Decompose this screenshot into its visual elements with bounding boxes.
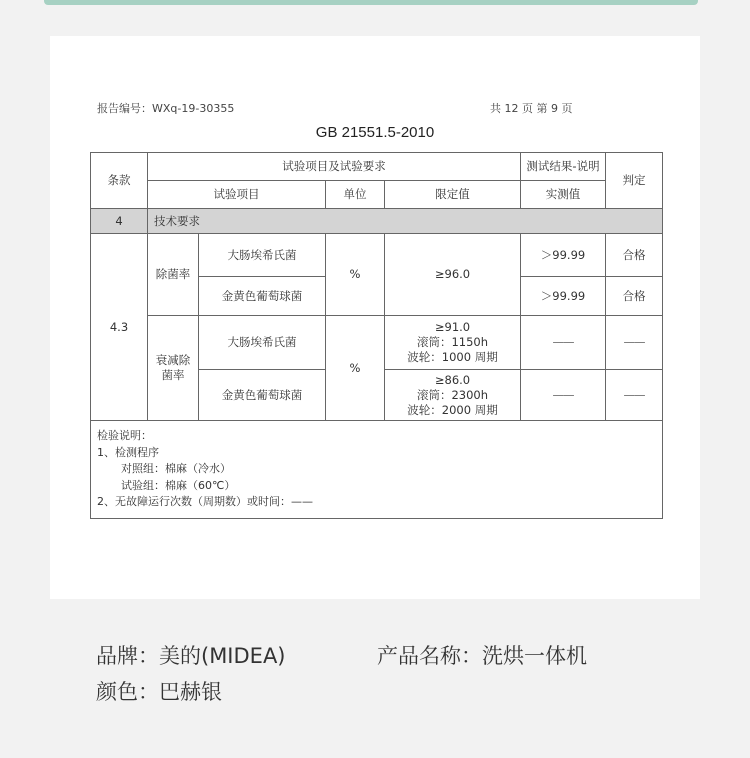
- limit-line: 波轮：2000 周期: [407, 402, 498, 417]
- header-limit: 限定值: [385, 181, 521, 209]
- inspection-notes: [91, 421, 663, 519]
- unit-cell: %: [326, 316, 385, 421]
- note-line: 试验组：棉麻（60℃）: [121, 478, 236, 492]
- category-line: 菌率: [161, 368, 185, 382]
- header-verdict: 判定: [606, 153, 663, 209]
- report-number: 报告编号：WXq-19-30355: [97, 102, 235, 115]
- group-clause: 4.3: [91, 234, 148, 421]
- limit-line: ≥86.0: [434, 372, 471, 387]
- standard-title: GB 21551.5-2010: [315, 124, 435, 141]
- limit-cell: [385, 316, 521, 370]
- header-clause: 条款: [91, 153, 148, 209]
- note-line: 对照组：棉麻（冷水）: [121, 462, 231, 475]
- color-label: 颜色：巴赫银: [96, 680, 222, 704]
- verdict-value: ——: [606, 316, 663, 370]
- test-report-table: [90, 152, 663, 519]
- section-clause: 4: [91, 209, 148, 234]
- note-line: 检验说明：: [97, 429, 152, 442]
- limit-cell: [385, 370, 521, 421]
- header-test-items-group: 试验项目及试验要求: [148, 153, 521, 181]
- category-removal-rate: 除菌率: [148, 234, 199, 316]
- measured-value: ＞99.99: [521, 277, 606, 316]
- note-line: 2、无故障运行次数（周期数）或时间：——: [97, 495, 313, 508]
- header-row-2: [91, 181, 663, 209]
- category-decay-removal-rate: [148, 316, 199, 421]
- section-row: [91, 209, 663, 234]
- limit-cell: ≥96.0: [385, 234, 521, 316]
- product-name-label: 产品名称：洗烘一体机: [377, 644, 587, 668]
- test-item-name: 金黄色葡萄球菌: [199, 370, 326, 421]
- measured-value: ——: [521, 316, 606, 370]
- section-title: 技术要求: [148, 209, 663, 234]
- limit-line: ≥91.0: [434, 320, 471, 334]
- test-item-name: 大肠埃希氏菌: [199, 316, 326, 370]
- report-sheet: [50, 36, 700, 599]
- notes-row: [91, 421, 663, 519]
- top-accent-bar: [44, 0, 698, 5]
- limit-line: 滚筒：1150h: [416, 335, 489, 349]
- header-row-1: [91, 153, 663, 181]
- header-test-item: 试验项目: [148, 181, 326, 209]
- unit-cell: %: [326, 234, 385, 316]
- verdict-value: 合格: [606, 277, 663, 316]
- table-row: [91, 316, 663, 370]
- verdict-value: ——: [606, 370, 663, 421]
- table-row: [91, 234, 663, 277]
- limit-line: 滚筒：2300h: [416, 387, 489, 402]
- header-result-group: 测试结果-说明: [521, 153, 606, 181]
- measured-value: ＞99.99: [521, 234, 606, 277]
- test-item-name: 金黄色葡萄球菌: [199, 277, 326, 316]
- header-unit: 单位: [326, 181, 385, 209]
- category-line: 衰减除: [155, 353, 191, 367]
- note-line: 1、检测程序: [97, 445, 159, 459]
- brand-label: 品牌：美的(MIDEA): [96, 644, 286, 668]
- measured-value: ——: [521, 370, 606, 421]
- test-item-name: 大肠埃希氏菌: [199, 234, 326, 277]
- report-page-count: 共 12 页 第 9 页: [490, 102, 573, 115]
- header-measured: 实测值: [521, 181, 606, 209]
- limit-line: 波轮：1000 周期: [407, 350, 498, 364]
- verdict-value: 合格: [606, 234, 663, 277]
